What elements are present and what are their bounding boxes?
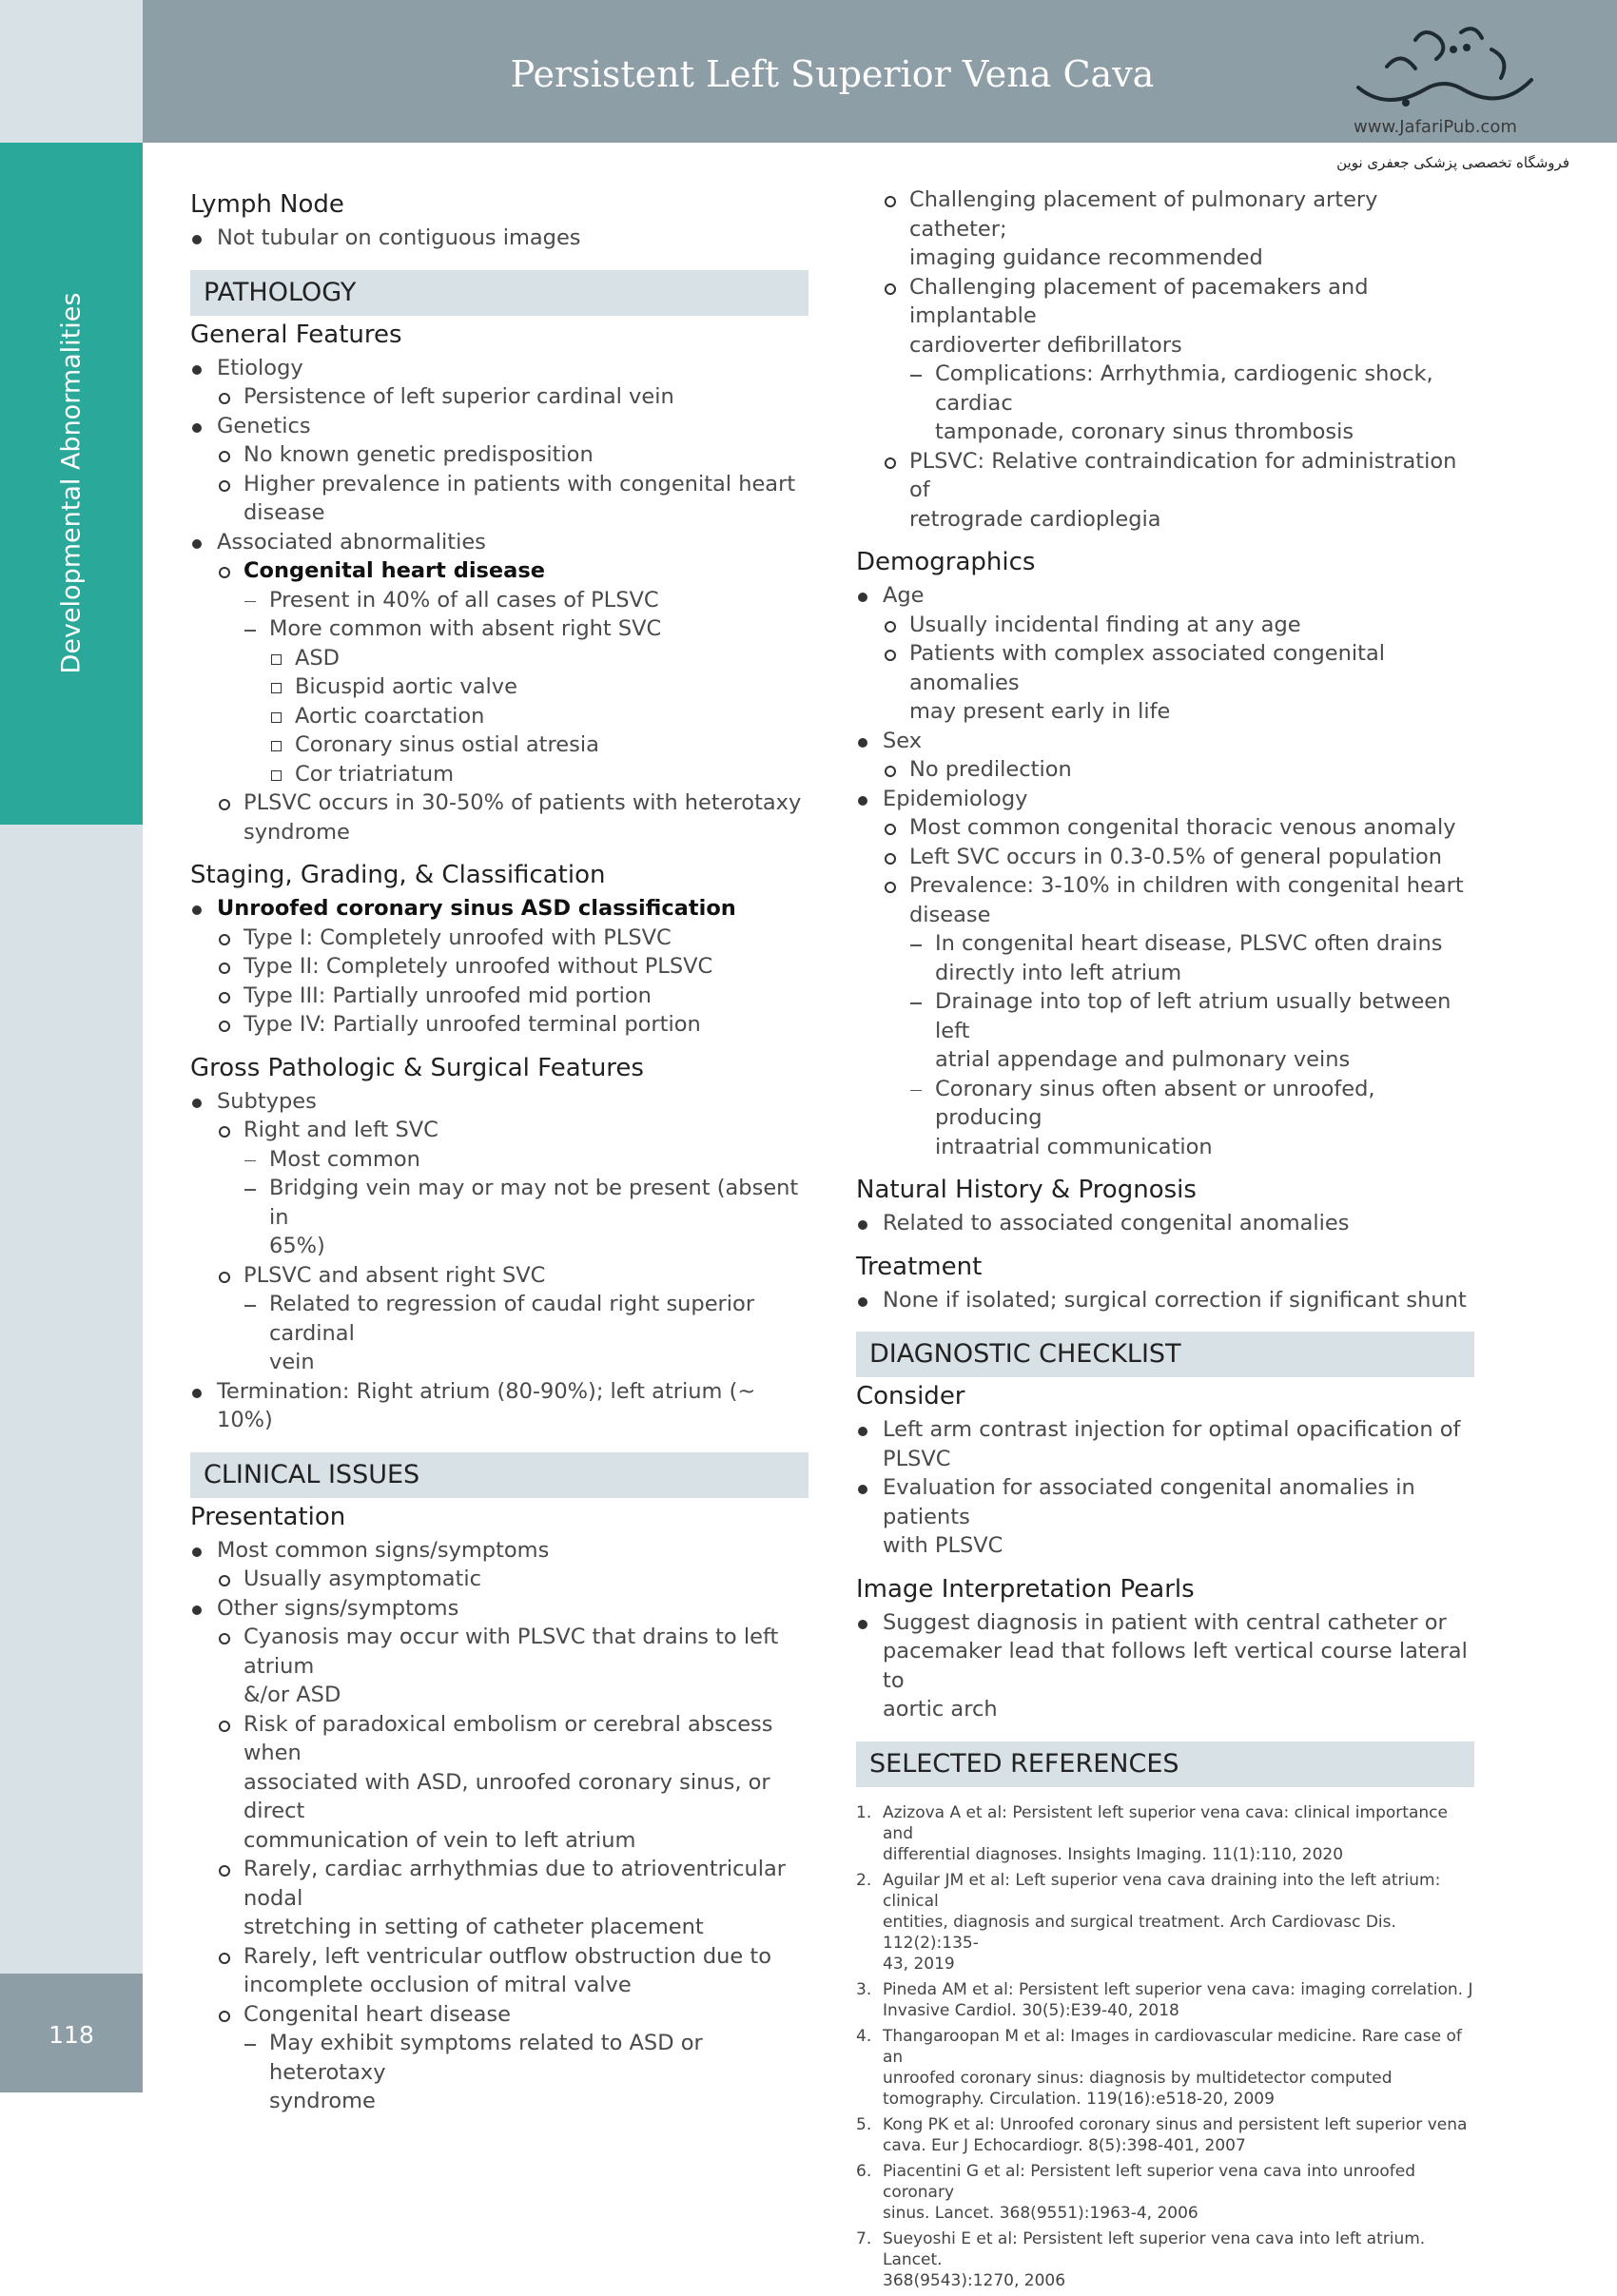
bullet bbox=[910, 1002, 922, 1004]
chapter-tab-label: Developmental Abnormalities bbox=[56, 292, 87, 674]
list-item: Sex bbox=[856, 727, 1474, 756]
section-references: SELECTED REFERENCES bbox=[856, 1741, 1474, 1787]
bullet bbox=[271, 712, 282, 723]
page-title: Persistent Left Superior Vena Cava bbox=[510, 53, 1155, 95]
reference-text: Thangaroopan M et al: Images in cardiovascular medicine. Rare case of an bbox=[883, 2026, 1462, 2067]
bullet bbox=[858, 1427, 867, 1436]
reference-text: differential diagnoses. Insights Imaging. 11(1):110, 2020 bbox=[883, 1844, 1344, 1864]
bullet bbox=[192, 1547, 202, 1557]
bullet bbox=[244, 630, 256, 632]
reference-item bbox=[856, 1802, 1474, 1865]
list-item: Challenging placement of pacemakers and implantable cardioverter defibrillators bbox=[856, 273, 1474, 360]
reference-item bbox=[856, 1870, 1474, 1975]
list-item: None if isolated; surgical correction if significant shunt bbox=[856, 1286, 1474, 1315]
list-item: Related to associated congenital anomalies bbox=[856, 1209, 1474, 1238]
bullet bbox=[858, 1620, 867, 1629]
list-item: Type I: Completely unroofed with PLSVC bbox=[190, 924, 808, 953]
list-item: Most common signs/symptoms bbox=[190, 1536, 808, 1566]
publisher-logo-icon bbox=[1349, 21, 1539, 116]
reference-number: 5. bbox=[856, 2114, 872, 2134]
right-column bbox=[856, 185, 1474, 2296]
list-item: More common with absent right SVC bbox=[190, 614, 808, 644]
list-item: Persistence of left superior cardinal vein bbox=[190, 382, 808, 412]
reference-number: 7. bbox=[856, 2228, 872, 2248]
reference-text: Azizova A et al: Persistent left superior vena cava: clinical importance and bbox=[883, 1802, 1448, 1843]
reference-number: 3. bbox=[856, 1979, 872, 1999]
bullet bbox=[192, 235, 202, 244]
section-clinical-issues: CLINICAL ISSUES bbox=[190, 1452, 808, 1498]
bullet bbox=[885, 196, 896, 207]
reference-text: Invasive Cardiol. 30(5):E39-40, 2018 bbox=[883, 2000, 1179, 2020]
left-column bbox=[190, 185, 808, 2116]
list-item: Bicuspid aortic valve bbox=[190, 672, 808, 702]
bullet bbox=[192, 1605, 202, 1615]
bullet bbox=[910, 375, 922, 377]
subheading-natural-history: Natural History & Prognosis bbox=[856, 1176, 1197, 1204]
reference-text: 368(9543):1270, 2006 bbox=[883, 2270, 1066, 2290]
bullet bbox=[219, 1272, 230, 1283]
list-item: Termination: Right atrium (80-90%); left atrium (~ 10%) bbox=[190, 1377, 808, 1435]
bullet bbox=[244, 1189, 256, 1191]
list-item: Aortic coarctation bbox=[190, 702, 808, 731]
list-item: Genetics bbox=[190, 412, 808, 441]
bullet bbox=[885, 853, 896, 865]
bullet bbox=[219, 963, 230, 974]
bullet bbox=[192, 423, 202, 433]
reference-number: 4. bbox=[856, 2026, 872, 2046]
reference-text: 43, 2019 bbox=[883, 1954, 955, 1974]
bullet bbox=[885, 621, 896, 632]
list-item: Rarely, left ventricular outflow obstruction due to incomplete occlusion of mitral valve bbox=[190, 1942, 808, 2000]
subheading-staging: Staging, Grading, & Classification bbox=[190, 861, 606, 889]
page-number: 118 bbox=[49, 2021, 94, 2049]
list-item: Congenital heart disease bbox=[190, 556, 808, 586]
list-item: Coronary sinus often absent or unroofed, producing intraatrial communication bbox=[856, 1075, 1474, 1162]
list-item: Present in 40% of all cases of PLSVC bbox=[190, 586, 808, 615]
list-item: Left SVC occurs in 0.3-0.5% of general population bbox=[856, 843, 1474, 872]
reference-text: unroofed coronary sinus: diagnosis by multidetector computed bbox=[883, 2068, 1393, 2088]
bullet bbox=[271, 683, 282, 693]
list-item: Unroofed coronary sinus ASD classification bbox=[190, 894, 808, 924]
list-item: PLSVC: Relative contraindication for administration of retrograde cardioplegia bbox=[856, 447, 1474, 535]
bullet bbox=[271, 741, 282, 751]
reference-text: Piacentini G et al: Persistent left superior vena cava into unroofed coronary bbox=[883, 2161, 1416, 2202]
bullet bbox=[219, 1721, 230, 1732]
subheading-consider: Consider bbox=[856, 1382, 965, 1411]
list-item: Most common bbox=[190, 1145, 808, 1175]
list-item: Type III: Partially unroofed mid portion bbox=[190, 982, 808, 1011]
reference-text: Kong PK et al: Unroofed coronary sinus and persistent left superior vena bbox=[883, 2114, 1468, 2134]
list-item: Most common congenital thoracic venous anomaly bbox=[856, 813, 1474, 843]
logo-url: www.JafariPub.com bbox=[1354, 117, 1517, 137]
list-item: ASD bbox=[190, 644, 808, 673]
reference-number: 1. bbox=[856, 1802, 872, 1822]
list-item: Related to regression of caudal right superior cardinal vein bbox=[190, 1290, 808, 1377]
logo-store-text: فروشگاه تخصصی پزشکی جعفری نوین bbox=[1336, 154, 1569, 171]
bullet bbox=[219, 1126, 230, 1138]
bullet bbox=[271, 770, 282, 781]
list-item: Usually asymptomatic bbox=[190, 1565, 808, 1594]
bullet bbox=[858, 1297, 867, 1307]
bullet bbox=[219, 1021, 230, 1032]
sidebar-mid bbox=[0, 825, 143, 1974]
subheading-demographics: Demographics bbox=[856, 548, 1036, 576]
bullet bbox=[885, 650, 896, 661]
bullet bbox=[885, 824, 896, 835]
list-item: Bridging vein may or may not be present (absent in 65%) bbox=[190, 1174, 808, 1261]
bullet bbox=[858, 1220, 867, 1230]
list-item: PLSVC occurs in 30-50% of patients with heterotaxy syndrome bbox=[190, 788, 808, 846]
bullet bbox=[219, 451, 230, 462]
bullet bbox=[192, 365, 202, 375]
list-item: Right and left SVC bbox=[190, 1116, 808, 1145]
list-item: Evaluation for associated congenital anomalies in patients with PLSVC bbox=[856, 1473, 1474, 1561]
list-item: PLSVC and absent right SVC bbox=[190, 1261, 808, 1291]
list-item: Higher prevalence in patients with congenital heart disease bbox=[190, 470, 808, 528]
bullet bbox=[219, 1865, 230, 1877]
bullet bbox=[244, 2044, 256, 2046]
list-item: In congenital heart disease, PLSVC often drains directly into left atrium bbox=[856, 929, 1474, 987]
list-item: Subtypes bbox=[190, 1087, 808, 1117]
bullet bbox=[192, 1099, 202, 1108]
bullet bbox=[219, 480, 230, 492]
list-item: Not tubular on contiguous images bbox=[190, 224, 808, 253]
sidebar-top bbox=[0, 0, 143, 143]
list-item: Drainage into top of left atrium usually between left atrial appendage and pulmonary veins bbox=[856, 987, 1474, 1075]
bullet bbox=[244, 601, 256, 603]
list-item: Cyanosis may occur with PLSVC that drains to left atrium &/or ASD bbox=[190, 1623, 808, 1710]
bullet bbox=[219, 992, 230, 1003]
list-item: Risk of paradoxical embolism or cerebral abscess when associated with ASD, unroofed coronary sinus, or direct communication of vein to left atrium bbox=[190, 1710, 808, 1856]
bullet bbox=[192, 1389, 202, 1398]
reference-text: Pineda AM et al: Persistent left superior vena cava: imaging correlation. J bbox=[883, 1979, 1473, 1999]
list-item: Patients with complex associated congenital anomalies may present early in life bbox=[856, 639, 1474, 727]
bullet bbox=[219, 567, 230, 578]
reference-text: tomography. Circulation. 119(16):e518-20, 2009 bbox=[883, 2089, 1275, 2109]
subheading-pearls: Image Interpretation Pearls bbox=[856, 1574, 1195, 1604]
bullet bbox=[219, 1953, 230, 1964]
bullet bbox=[858, 796, 867, 806]
bullet bbox=[858, 1485, 867, 1494]
subheading-lymph-node: Lymph Node bbox=[190, 190, 344, 219]
bullet bbox=[219, 1575, 230, 1586]
list-item: Usually incidental finding at any age bbox=[856, 611, 1474, 640]
reference-number: 6. bbox=[856, 2161, 872, 2181]
list-item: Coronary sinus ostial atresia bbox=[190, 730, 808, 760]
reference-item bbox=[856, 2114, 1474, 2156]
subheading-gross-features: Gross Pathologic & Surgical Features bbox=[190, 1053, 644, 1082]
list-item: Other signs/symptoms bbox=[190, 1594, 808, 1624]
list-item: No predilection bbox=[856, 755, 1474, 785]
list-item: Type II: Completely unroofed without PLSVC bbox=[190, 952, 808, 982]
subheading-general-features: General Features bbox=[190, 320, 402, 349]
subheading-treatment: Treatment bbox=[856, 1252, 983, 1281]
list-item: Rarely, cardiac arrhythmias due to atrioventricular nodal stretching in setting of catheter placement bbox=[190, 1855, 808, 1942]
bullet bbox=[885, 766, 896, 777]
bullet bbox=[271, 654, 282, 665]
bullet bbox=[910, 944, 922, 946]
list-item: Congenital heart disease bbox=[190, 2000, 808, 2030]
bullet bbox=[885, 457, 896, 469]
reference-text: entities, diagnosis and surgical treatment. Arch Cardiovasc Dis. 112(2):135- bbox=[883, 1912, 1396, 1953]
list-item: Complications: Arrhythmia, cardiogenic shock, cardiac tamponade, coronary sinus thrombosis bbox=[856, 360, 1474, 447]
bullet bbox=[858, 593, 867, 602]
bullet bbox=[885, 283, 896, 295]
list-item: Cor triatriatum bbox=[190, 760, 808, 789]
reference-text: sinus. Lancet. 368(9551):1963-4, 2006 bbox=[883, 2203, 1198, 2223]
section-pathology: PATHOLOGY bbox=[190, 270, 808, 316]
list-item: Etiology bbox=[190, 354, 808, 383]
list-item: Age bbox=[856, 581, 1474, 611]
reference-text: Sueyoshi E et al: Persistent left superior vena cava into left atrium. Lancet. bbox=[883, 2228, 1426, 2269]
list-item: Suggest diagnosis in patient with central catheter or pacemaker lead that follows left vertical course lateral to aortic arch bbox=[856, 1608, 1474, 1724]
reference-item bbox=[856, 1979, 1474, 2021]
list-item: Challenging placement of pulmonary artery catheter; imaging guidance recommended bbox=[856, 185, 1474, 273]
chapter-tab bbox=[0, 143, 143, 825]
list-item: No known genetic predisposition bbox=[190, 440, 808, 470]
bullet bbox=[219, 1633, 230, 1644]
bullet bbox=[244, 1305, 256, 1307]
reference-text: Aguilar JM et al: Left superior vena cava draining into the left atrium: clinical bbox=[883, 1870, 1441, 1911]
bullet bbox=[192, 905, 202, 915]
bullet bbox=[192, 539, 202, 549]
bullet bbox=[858, 738, 867, 748]
subheading-presentation: Presentation bbox=[190, 1502, 346, 1531]
reference-item bbox=[856, 2161, 1474, 2224]
reference-list bbox=[856, 1802, 1474, 2291]
bullet bbox=[910, 1090, 922, 1092]
reference-item bbox=[856, 2228, 1474, 2291]
reference-number: 2. bbox=[856, 1870, 872, 1890]
section-diagnostic-checklist: DIAGNOSTIC CHECKLIST bbox=[856, 1332, 1474, 1377]
reference-text: cava. Eur J Echocardiogr. 8(5):398-401, 2007 bbox=[883, 2135, 1246, 2155]
list-item: Left arm contrast injection for optimal opacification of PLSVC bbox=[856, 1415, 1474, 1473]
list-item: Type IV: Partially unroofed terminal portion bbox=[190, 1010, 808, 1040]
list-item: Associated abnormalities bbox=[190, 528, 808, 557]
list-item: Epidemiology bbox=[856, 785, 1474, 814]
list-item: May exhibit symptoms related to ASD or heterotaxy syndrome bbox=[190, 2029, 808, 2116]
bullet bbox=[219, 393, 230, 404]
list-item: Prevalence: 3-10% in children with congenital heart disease bbox=[856, 871, 1474, 929]
bullet bbox=[219, 799, 230, 810]
bullet bbox=[885, 882, 896, 893]
bullet bbox=[244, 1160, 256, 1162]
reference-item bbox=[856, 2026, 1474, 2110]
bullet bbox=[219, 934, 230, 945]
bullet bbox=[219, 2011, 230, 2022]
